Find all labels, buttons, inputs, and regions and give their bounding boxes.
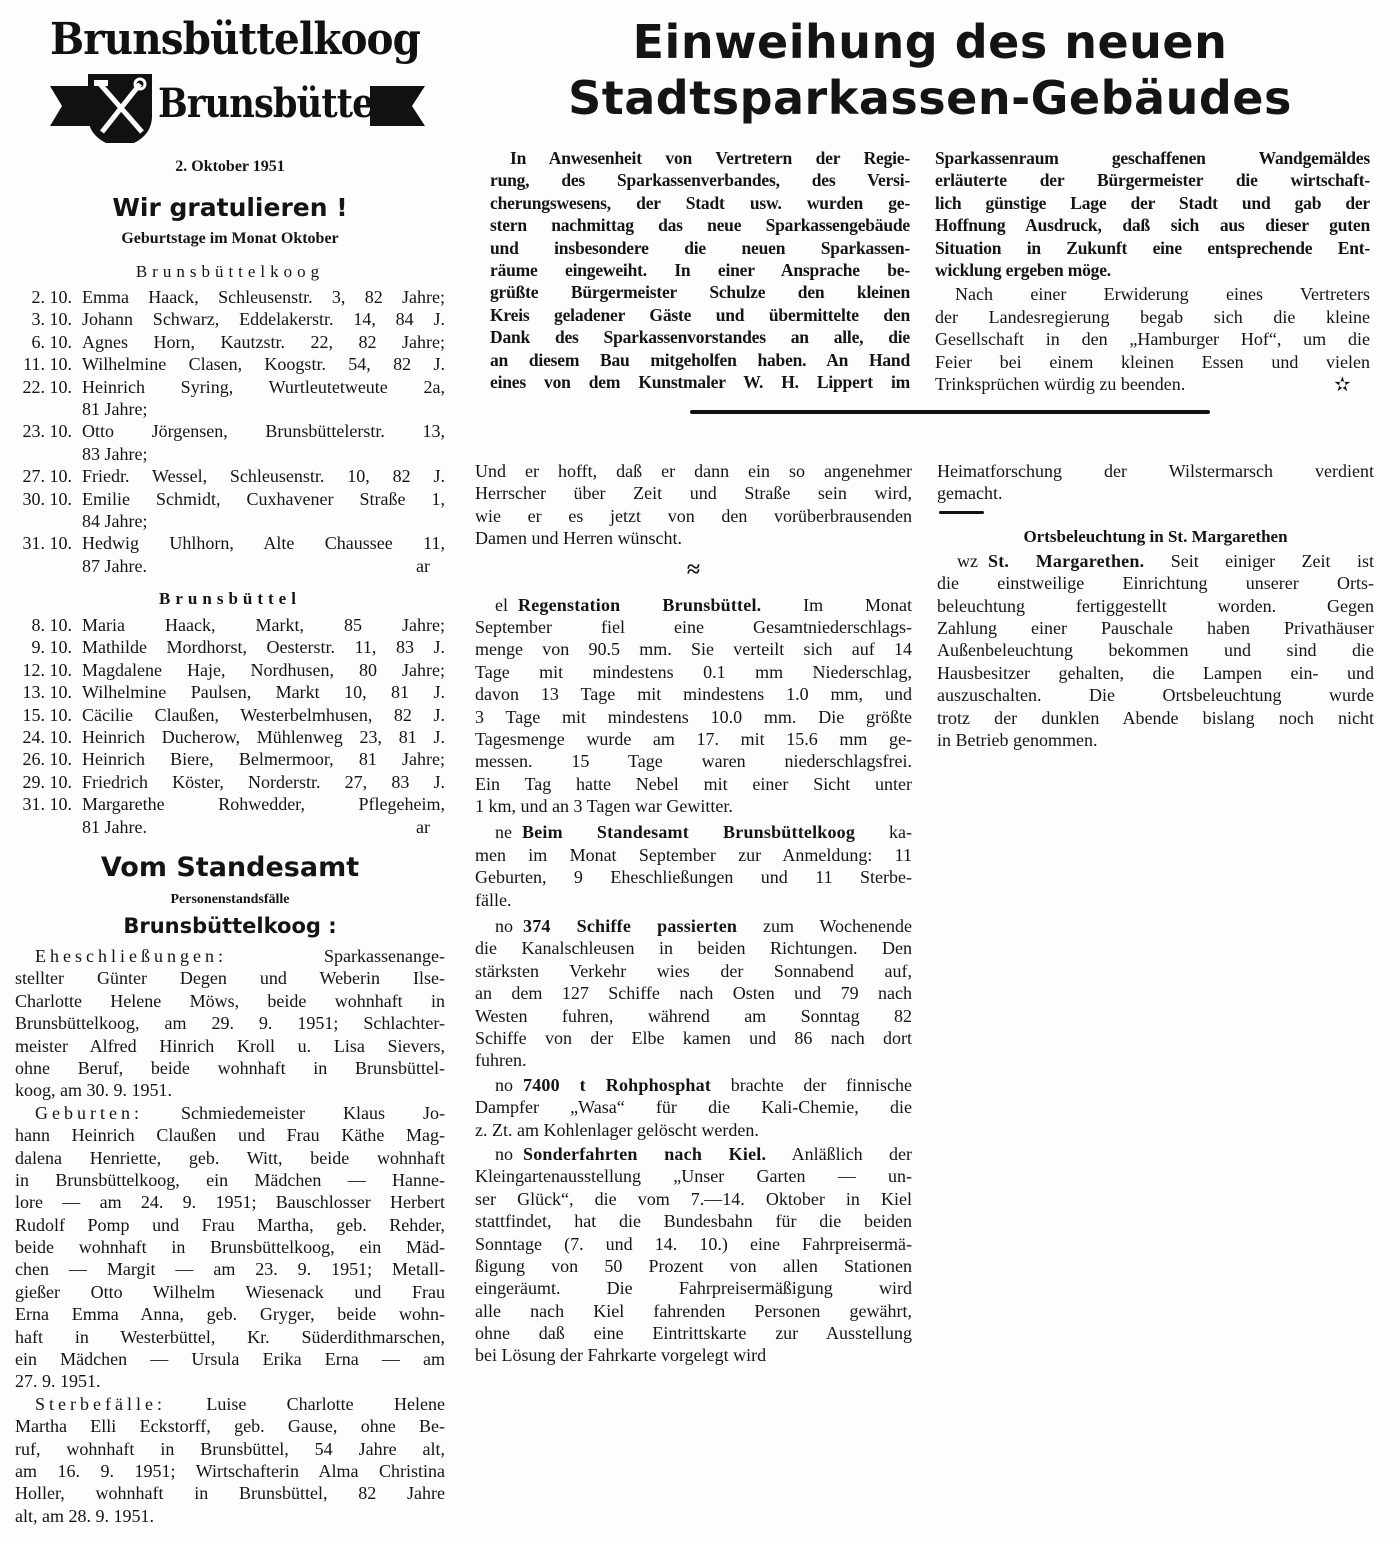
text-line: Emma Haack, Schleusenstr. 3, 82 Jahre;: [82, 287, 445, 307]
text-line: Geburten, 9 Eheschließungen und 11 Sterbe-: [475, 867, 912, 888]
text-line: chen — Margit — am 23. 9. 1951; Metall-: [15, 1259, 445, 1280]
birthday-text: [82, 614, 445, 636]
text-line: in Betrieb genommen.: [937, 729, 1098, 750]
wavy-separator-icon: ≈: [686, 556, 701, 583]
text-line: Heinrich Biere, Belmermoor, 81 Jahre;: [82, 749, 445, 770]
text-line: Eheschließungen: Sparkassenange-: [35, 946, 445, 966]
text-line: erläuterte der Bürgermeister die wirtschaft-: [935, 170, 1370, 191]
birthday-date: 9. 10.: [31, 637, 72, 658]
birthday-text: [82, 793, 445, 838]
birthday-entry: [0, 420, 445, 465]
text-line: Tagesmenge wurde am 17. mit 15.6 mm ge-: [475, 728, 912, 749]
text-line: grüßte Bürgermeister Schulze den kleinen: [490, 282, 910, 303]
author-initials: ar: [416, 816, 430, 837]
text-line: Friedr. Wessel, Schleusenstr. 10, 82 J.: [82, 466, 445, 487]
text-line: wz St. Margarethen. Seit einiger Zeit ist: [957, 550, 1374, 571]
text-line: alt, am 28. 9. 1951.: [15, 1505, 154, 1526]
birthday-text: [82, 331, 445, 353]
text-line: men im Monat September zur Anmeldung: 11: [475, 844, 912, 865]
text-line: haft in Westerbüttel, Kr. Süderdithmarschen,: [15, 1326, 445, 1347]
text-line: Kleingartenausstellung „Unser Garten — un-: [475, 1166, 912, 1187]
paragraph-lead: 7400 t Rohphosphat: [523, 1074, 712, 1095]
continued-paragraph: [475, 460, 912, 550]
text-line: ser Glück“, die vom 7.—14. Oktober in Kiel: [475, 1188, 912, 1209]
text-line: Magdalene Haje, Nordhusen, 80 Jahre;: [82, 659, 445, 680]
birthday-date: 22. 10.: [22, 376, 72, 397]
paragraph-lead: Regenstation Brunsbüttel.: [518, 594, 762, 615]
text-line: Ein Tag hatte Nebel mit einer Sicht unter: [475, 773, 912, 794]
birthday-entry: [0, 681, 445, 703]
text-line: stellter Günter Degen und Weberin Ilse-: [15, 968, 445, 989]
text-line: no Sonderfahrten nach Kiel. Anläßlich der: [495, 1143, 912, 1164]
text-line: Cäcilie Claußen, Westerbelmhusen, 82 J.: [82, 704, 445, 725]
text-line: Sparkassenraum geschaffenen Wandgemäldes: [935, 148, 1370, 168]
text-line: 81 Jahre;: [82, 398, 148, 419]
text-line: 81 Jahre.: [82, 816, 147, 837]
text-line: an diesem Bau mitgeholfen haben. An Hand: [490, 349, 910, 370]
text-line: no 374 Schiffe passierten zum Wochenende: [495, 916, 912, 937]
birthday-entry: [0, 704, 445, 726]
birthday-date: 26. 10.: [22, 749, 72, 770]
masthead: [40, 8, 430, 143]
birthday-date: 15. 10.: [22, 704, 72, 725]
text-line: trotz der dunklen Abende bislang noch nicht: [937, 707, 1374, 728]
text-line: Hedwig Uhlhorn, Alte Chaussee 11,: [82, 533, 445, 554]
text-line: Außenbeleuchtung bekommen und sind die: [937, 640, 1374, 661]
text-line: cherungswesens, der Stadt usw. wurden ge-: [490, 192, 910, 213]
birthday-text: [82, 681, 445, 703]
author-initials: wz: [957, 550, 978, 571]
text-line: 84 Jahre;: [82, 510, 148, 531]
text-line: Sonntage (7. und 14. 10.) eine Fahrpreisermä-: [475, 1233, 912, 1254]
birthday-entry: [0, 771, 445, 793]
text-line: ohne daß eine Eintrittskarte zur Ausstellung: [475, 1323, 912, 1344]
birthday-entry: [0, 286, 445, 308]
birthday-text: [82, 488, 445, 533]
text-line: Dampfer „Wasa“ für die Kali-Chemie, die: [475, 1097, 912, 1118]
birthday-text: [82, 704, 445, 726]
birthday-entry: [0, 793, 445, 838]
birthday-entry: [0, 659, 445, 681]
birthday-text: [82, 771, 445, 793]
birthday-date: 3. 10.: [31, 309, 72, 330]
birthdays-subheading: Geburtstage im Monat Oktober: [121, 230, 339, 247]
coat-of-arms-icon: [88, 74, 152, 143]
text-line: Otto Jörgensen, Brunsbüttelerstr. 13,: [82, 421, 445, 442]
text-line: Damen und Herren wünscht.: [475, 528, 682, 549]
text-line: Hausbesitzer gehalten, die Lampen ein- und: [937, 662, 1374, 683]
text-line: Geburten: Schmiedemeister Klaus Jo-: [35, 1102, 445, 1123]
marriages-paragraph: [15, 945, 445, 1102]
paragraph-lead: Eheschließungen:: [35, 946, 227, 966]
text-line: menge von 90.5 mm. Sie verteilt sich auf 14: [475, 639, 912, 660]
text-line: bei Lösung der Fahrkarte vorgelegt wird: [475, 1345, 767, 1366]
birthday-date: 11. 10.: [23, 354, 72, 375]
birthday-text: [82, 376, 445, 421]
paragraph-lead: 374 Schiffe passierten: [523, 916, 738, 937]
text-line: Trinksprüchen würdig zu beenden.: [935, 373, 1186, 394]
birthday-group-heading: Brunsbüttelkoog: [135, 262, 325, 281]
standesamt-heading: Vom Standesamt: [100, 852, 360, 883]
text-line: Gesellschaft in den „Hamburger Hof“, um die: [935, 329, 1370, 350]
text-line: wicklung ergeben möge.: [935, 259, 1111, 280]
masthead-title-brunsbuettelkoog: Brunsbüttelkoog: [50, 14, 421, 65]
birthday-date: 23. 10.: [22, 421, 72, 442]
text-line: davon 13 Tage mit mindestens 1.0 mm, und: [475, 684, 912, 705]
news-item-street-lighting: [937, 550, 1374, 752]
article-paragraph: [490, 147, 910, 393]
text-line: ßigung von 50 Prozent von allen Stationen: [475, 1255, 912, 1276]
text-line: Holler, wohnhaft in Brunsbüttel, 82 Jahre: [15, 1483, 445, 1504]
text-line: 3 Tage mit mindestens 10.0 mm. Die größte: [475, 706, 912, 727]
short-divider-rule: [939, 511, 984, 514]
birthday-text: [82, 659, 445, 681]
text-line: beide wohnhaft in Brunsbüttelkoog, ein Mäd-: [15, 1237, 445, 1258]
text-line: z. Zt. am Kohlenlager gelöscht werden.: [475, 1119, 759, 1140]
text-line: In Anwesenheit von Vertretern der Regie-: [510, 148, 910, 168]
text-line: fälle.: [475, 889, 512, 910]
text-line: Westen fuhren, während am Sonntag 82: [475, 1005, 912, 1026]
text-line: alle nach Kiel fahrenden Personen gewährt,: [475, 1300, 912, 1321]
article-column-2: [935, 147, 1370, 395]
birthday-date: 13. 10.: [22, 682, 72, 703]
right-news-column: [937, 460, 1374, 751]
birthday-entry: [0, 331, 445, 353]
text-line: Heinrich Ducherow, Mühlenweg 23, 81 J.: [82, 726, 445, 747]
text-line: hann Heinrich Claußen und Frau Käthe Mag-: [15, 1125, 445, 1146]
birthday-text: [82, 465, 445, 487]
text-line: koog, am 30. 9. 1951.: [15, 1080, 172, 1101]
birthday-entry: [0, 353, 445, 375]
text-line: Johann Schwarz, Eddelakerstr. 14, 84 J.: [82, 309, 445, 330]
text-line: 1 km, und an 3 Tagen war Gewitter.: [475, 796, 733, 817]
text-line: gemacht.: [937, 483, 1003, 504]
birthday-entry: [0, 488, 445, 533]
text-line: am 16. 9. 1951; Wirtschafterin Alma Christina: [15, 1460, 445, 1481]
birthday-entry: [0, 748, 445, 770]
text-line: messen. 15 Tage waren niederschlagsfrei.: [475, 751, 912, 772]
birthday-group-heading: Brunsbüttel: [159, 589, 301, 608]
article-headline-line2: Stadtsparkassen-Gebäudes: [568, 71, 1292, 125]
birthday-text: [82, 532, 445, 577]
issue-date: 2. Oktober 1951: [175, 158, 285, 175]
text-line: rung, des Sparkassenverbandes, des Versi-: [490, 170, 910, 191]
text-line: fuhren.: [475, 1050, 527, 1071]
birthday-date: 31. 10.: [22, 794, 72, 815]
text-line: Dank des Sparkassenvorstandes an alle, die: [490, 327, 910, 348]
paragraph-lead: St. Margarethen.: [988, 550, 1145, 571]
author-initials: no: [495, 916, 513, 937]
birthday-date: 8. 10.: [31, 615, 72, 635]
masthead-title-brunsbuettel: Brunsbüttel: [158, 80, 387, 127]
text-line: Situation in Zukunft eine entsprechende Ent-: [935, 237, 1370, 258]
text-line: wie er es jetzt von den vorüberbrausenden: [475, 505, 912, 526]
text-line: gießer Otto Wilhelm Wiesenack und Frau: [15, 1281, 445, 1302]
birthday-entry: [0, 636, 445, 658]
text-line: Wilhelmine Clasen, Koogstr. 54, 82 J.: [82, 354, 445, 375]
standesamt-text: [15, 945, 445, 1527]
text-line: no 7400 t Rohphosphat brachte der finnische: [495, 1074, 912, 1095]
news-item-phosphate: [475, 1074, 912, 1141]
news-item-ships: [475, 915, 912, 1072]
standesamt-subheading: Personenstandsfälle: [170, 892, 290, 907]
birthday-entry: [0, 532, 445, 577]
paragraph-lead: Geburten:: [35, 1102, 143, 1123]
author-initials: ar: [416, 555, 430, 576]
birthday-list-brunsbuettelkoog: [0, 286, 445, 577]
birthday-entry: [0, 726, 445, 748]
text-line: Tage mit mindestens 0.1 mm Niederschlag,: [475, 661, 912, 682]
text-line: Erna Emma Anna, geb. Gryger, beide wohn-: [15, 1304, 445, 1325]
text-line: el Regenstation Brunsbüttel. Im Monat: [495, 594, 912, 615]
text-line: dalena Henriette, geb. Witt, beide wohnhaft: [15, 1147, 445, 1168]
text-line: stärksten Verkehr wies der Sonnabend auf,: [475, 960, 912, 981]
local-news-column: [475, 460, 912, 1367]
birthday-date: 29. 10.: [22, 771, 72, 792]
text-line: Kreis geladener Gäste und übermittelte den: [490, 304, 910, 325]
text-line: Zahlung einer Pauschale haben Privathäuser: [937, 617, 1374, 638]
birthday-entry: [0, 614, 445, 636]
text-line: ohne Beruf, beide wohnhaft in Brunsbüttel-: [15, 1057, 445, 1078]
birthday-date: 12. 10.: [22, 659, 72, 680]
text-line: Und er hofft, daß er dann ein so angenehmer: [475, 461, 912, 481]
author-initials: no: [495, 1074, 513, 1095]
text-line: auszuschalten. Die Ortsbeleuchtung wurde: [937, 685, 1374, 706]
birthday-text: [82, 308, 445, 330]
article-divider-rule: [690, 410, 1210, 414]
text-line: ne Beim Standesamt Brunsbüttelkoog ka-: [495, 822, 913, 843]
author-initials: ne: [495, 822, 512, 843]
text-line: die Kanalschleusen in beiden Richtungen. Den: [475, 938, 912, 959]
author-initials: el: [495, 594, 508, 615]
text-line: Heinrich Syring, Wurtleutetweute 2a,: [82, 376, 445, 397]
birthday-date: 30. 10.: [22, 488, 72, 509]
continued-paragraph: [937, 460, 1374, 505]
text-line: stern nachmittag das neue Sparkassengebäude: [490, 215, 910, 236]
text-line: in Brunsbüttelkoog, ein Mädchen — Hanne-: [15, 1169, 445, 1190]
text-line: an dem 127 Schiffe nach Osten und 79 nach: [475, 983, 912, 1004]
birthday-date: 6. 10.: [31, 331, 72, 352]
text-line: 27. 9. 1951.: [15, 1371, 101, 1392]
text-line: die einstweilige Einrichtung unserer Orts-: [937, 573, 1374, 594]
birthday-date: 27. 10.: [22, 466, 72, 487]
birthday-date: 24. 10.: [22, 726, 72, 747]
text-line: Nach einer Erwiderung eines Vertreters: [955, 284, 1370, 305]
birthday-text: [82, 286, 445, 308]
birthday-text: [82, 726, 445, 748]
text-line: beleuchtung fertiggestellt worden. Gegen: [937, 595, 1374, 616]
text-line: der Landesregierung begab sich die kleine: [935, 306, 1370, 327]
text-line: Margarethe Rohwedder, Pflegeheim,: [82, 794, 445, 815]
news-item-registry: [475, 821, 912, 911]
birthday-text: [82, 353, 445, 375]
text-line: lich günstige Lage der Stadt und gab der: [935, 192, 1370, 213]
paragraph-lead: Beim Standesamt Brunsbüttelkoog: [522, 822, 856, 843]
news-item-rain-station: [475, 594, 912, 818]
article-paragraph: [935, 147, 1370, 281]
text-line: und insbesondere die neuen Sparkassen-: [490, 237, 910, 258]
birthday-text: [82, 748, 445, 770]
paragraph-lead: Sterbefälle:: [35, 1393, 166, 1414]
text-line: Agnes Horn, Kautzstr. 22, 82 Jahre;: [82, 331, 445, 352]
text-line: Martha Elli Eckstorff, geb. Gause, ohne Be-: [15, 1416, 445, 1437]
text-line: räume eingeweiht. In einer Ansprache be-: [490, 259, 910, 280]
text-line: Friedrich Köster, Norderstr. 27, 83 J.: [82, 771, 445, 792]
paragraph-lead: Sonderfahrten nach Kiel.: [523, 1143, 767, 1164]
birthday-text: [82, 636, 445, 658]
birthday-text: [82, 420, 445, 465]
text-line: Sterbefälle: Luise Charlotte Helene: [35, 1393, 445, 1414]
birthday-entry: [0, 465, 445, 487]
text-line: meister Alfred Hinrich Kroll u. Lisa Sievers,: [15, 1035, 445, 1056]
births-paragraph: [15, 1102, 445, 1393]
news-item-special-trains: [475, 1143, 912, 1367]
text-line: eines von dem Kunstmaler W. H. Lippert im: [490, 371, 910, 392]
text-line: Mathilde Mordhorst, Oesterstr. 11, 83 J.: [82, 637, 445, 658]
text-line: Rudolf Pomp und Frau Martha, geb. Rehder,: [15, 1214, 445, 1235]
birthday-entry: [0, 376, 445, 421]
article-column-1: [490, 147, 910, 393]
birthday-list-brunsbuettel: [0, 614, 445, 838]
text-line: ein Mädchen — Ursula Erika Erna — am: [15, 1349, 445, 1370]
text-line: lore — am 24. 9. 1951; Bauschlosser Herbert: [15, 1192, 445, 1213]
standesamt-place: Brunsbüttelkoog :: [123, 914, 337, 938]
text-line: Schiffe von der Elbe kamen und 86 nach dort: [475, 1027, 912, 1048]
text-line: Hoffnung Ausdruck, daß sich aus dieser guten: [935, 215, 1370, 236]
text-line: ruf, wohnhaft in Brunsbüttel, 54 Jahre alt,: [15, 1438, 445, 1459]
birthday-date: 2. 10.: [31, 287, 72, 307]
text-line: Emilie Schmidt, Cuxhavener Straße 1,: [82, 488, 445, 509]
text-line: 83 Jahre;: [82, 443, 148, 464]
text-line: Wilhelmine Paulsen, Markt 10, 81 J.: [82, 682, 445, 703]
deaths-paragraph: [15, 1393, 445, 1527]
text-line: stattfindet, hat die Bundesbahn für die beiden: [475, 1211, 912, 1232]
birthdays-heading: Wir gratulieren !: [112, 193, 348, 222]
birthday-entry: [0, 308, 445, 330]
text-line: Heimatforschung der Wilstermarsch verdient: [937, 461, 1374, 481]
text-line: Maria Haack, Markt, 85 Jahre;: [82, 615, 445, 635]
text-line: Feier bei einem kleinen Essen und vielen: [935, 351, 1370, 372]
author-initials: no: [495, 1143, 513, 1164]
article-headline-line1: Einweihung des neuen: [632, 15, 1228, 69]
text-line: Charlotte Helene Möws, beide wohnhaft in: [15, 990, 445, 1011]
text-line: 87 Jahre.: [82, 555, 147, 576]
article-paragraph: [935, 283, 1370, 395]
article-end-star-icon: ✫: [1334, 374, 1351, 396]
text-line: Herrscher über Zeit und Straße sein wird,: [475, 483, 912, 504]
text-line: September fiel eine Gesamtniederschlags-: [475, 616, 912, 637]
birthday-date: 31. 10.: [22, 533, 72, 554]
street-lighting-heading: Ortsbeleuchtung in St. Margarethen: [1023, 526, 1288, 546]
text-line: eingeräumt. Die Fahrpreisermäßigung wird: [475, 1278, 912, 1299]
text-line: Brunsbüttelkoog, am 29. 9. 1951; Schlachter-: [15, 1013, 445, 1034]
